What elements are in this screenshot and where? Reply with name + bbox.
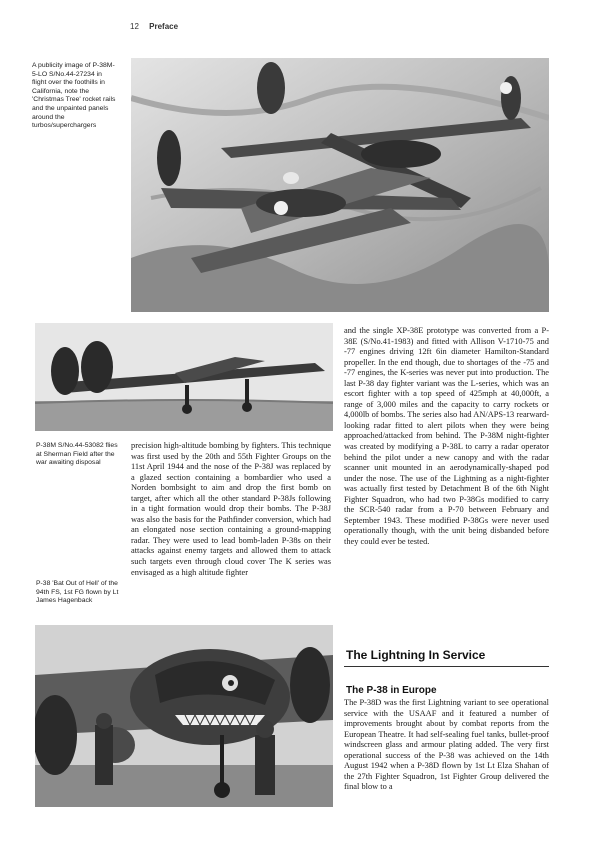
aircraft-image bbox=[131, 58, 549, 312]
caption-photo-3: P-38 'Bat Out of Hell' of the 94th FS, 1st FG flown by Lt James Hagenback bbox=[36, 580, 119, 605]
photo-bat-out-of-hell bbox=[35, 625, 333, 807]
running-header bbox=[130, 22, 178, 31]
section-heading-rule bbox=[344, 666, 549, 667]
section-body-text: The P-38D was the first Lightning variant to see operational service with the USAAF and it featured a number of improvements brought about by combat reports from the European Theatre. It had self-sealing fuel tanks, bullet-proof windscreen glass and armour plating added. The very first operational success of the P-38 was achieved on the 14th August 1942 when a P-38D flown by 1st Lt Elza Shahan of the 27th Fighter Squadron, 1st Fighter Group delivered the final blow to a bbox=[344, 698, 549, 792]
aircraft-image bbox=[35, 625, 333, 807]
section-heading: The Lightning In Service bbox=[346, 648, 486, 662]
photo-p38m-ground bbox=[35, 323, 333, 431]
photo-aerial-p38-pair bbox=[131, 58, 549, 312]
caption-photo-2: P-38M S/No.44-53082 flies at Sherman Field after the war awaiting disposal bbox=[36, 442, 118, 467]
aircraft-image bbox=[35, 323, 333, 431]
section-title: Preface bbox=[149, 22, 179, 31]
caption-photo-1: A publicity image of P-38M-5-LO S/No.44-27234 in flight over the foothills in California, note the 'Christmas Tree' rocket rails and the unpainted panels around the turbos/superchargers bbox=[32, 62, 116, 130]
body-text-middle-column: precision high-altitude bombing by fighters. This technique was first used by the 20th and 55th Fighter Groups on the 11st April 1944 and the nose of the P-38J was replaced by a glazed section containing a bombardier who used a Norden bombsight to aim and drop the first bomb on target, after which all the other standard P-38Js following in a tight formation would drop their bombs. The P-38J was also the basis for the Pathfinder conversion, which had an elongated nose section containing a ground-mapping radar. They were used to lead bomb-laden P-38s on their attacks against enemy targets and allowed them to attack such targets even through cloud cover The K series was envisaged as a high altitude fighter bbox=[131, 441, 331, 577]
section-subheading: The P-38 in Europe bbox=[346, 685, 437, 696]
page-number: 12 bbox=[130, 22, 139, 31]
body-text-right-column: and the single XP-38E prototype was converted from a P-38E (S/No.41-1983) and fitted with Allison V-1710-75 and -77 engines driving 12ft 6in diameter Hamilton-Standard propeller. In the end though, due to shortages of the -75 and -77 engines, the K-series was never put into production. The last P-38 day fighter variant was the L-series, which was an escort fighter with a top speed of 425mph at 40,000ft, a range of 3,000 miles and the capacity to carry rockets or 4,000lb of bombs. The series also had AN/APS-13 rearward-looking radar fitted to alert pilots when they were being approached/attacked from behind. The P-38M night-fighter was created by modifying a P-38L to carry a radar operator behind the pilot under a new canopy and with the radar scanner unit mounted in an aerodynamically-shaped pod under the nose. The use of the Lightning as a night-fighter was actually first tested by Detachment B of the 6th Night Fighter Squadron, who had two P-38Gs modified to carry the SCR-540 radar from a P-70 between February and September 1943. These modified P-38Gs were never used operationally though, with the unit being disbanded before they could ever be tested. bbox=[344, 326, 549, 546]
